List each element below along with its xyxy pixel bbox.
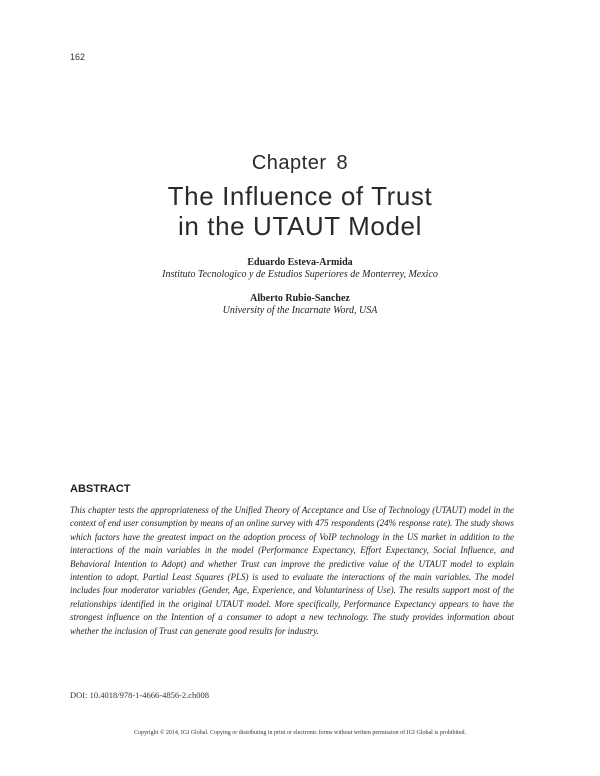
chapter-title-line: in the UTAUT Model	[178, 211, 422, 241]
abstract-heading: ABSTRACT	[70, 483, 131, 495]
author-affiliation: Instituto Tecnologico y de Estudios Superiores de Monterrey, Mexico	[162, 269, 438, 280]
copyright-notice: Copyright © 2014, IGI Global. Copying or distributing in print or electronic forms without written permission of IGI Global is prohibited.	[133, 730, 466, 736]
author-affiliation: University of the Incarnate Word, USA	[222, 305, 378, 316]
author-name: Alberto Rubio-Sanchez	[250, 293, 350, 304]
chapter-label-text: Chapter	[251, 152, 327, 174]
chapter-label	[0, 152, 600, 175]
chapter-title-line: The Influence of Trust	[167, 181, 433, 211]
chapter-number: 8	[336, 152, 349, 174]
page-number: 162	[70, 52, 86, 62]
author-name: Eduardo Esteva-Armida	[247, 257, 353, 268]
chapter-title	[0, 181, 600, 241]
doi: DOI: 10.4018/978-1-4666-4856-2.ch008	[70, 690, 210, 700]
abstract-body: This chapter tests the appropriateness of the Unified Theory of Acceptance and Use of Technology (UTAUT) model in the context of end user consumption by means of an online survey with 475 respondents (24% response rate). The study shows which factors have the greatest impact on the adoption process of VoIP technology in the US market in addition to the interactions of the main variables in the model (Performance Expectancy, Effort Expectancy, Social Influence, and Behavioral Intention to Adopt) and whether Trust can improve the predictive value of the UTAUT model to explain intention to adopt. Partial Least Squares (PLS) is used to evaluate the interactions of the main variables. The model includes four moderator variables (Gender, Age, Experience, and Voluntariness of Use). The results support most of the relationships identified in the original UTAUT model. More specifically, Performance Expectancy appears to have the strongest influence on the Intention of a consumer to adopt a new technology. The study provides information about whether the inclusion of Trust can generate good results for industry.	[70, 505, 514, 636]
